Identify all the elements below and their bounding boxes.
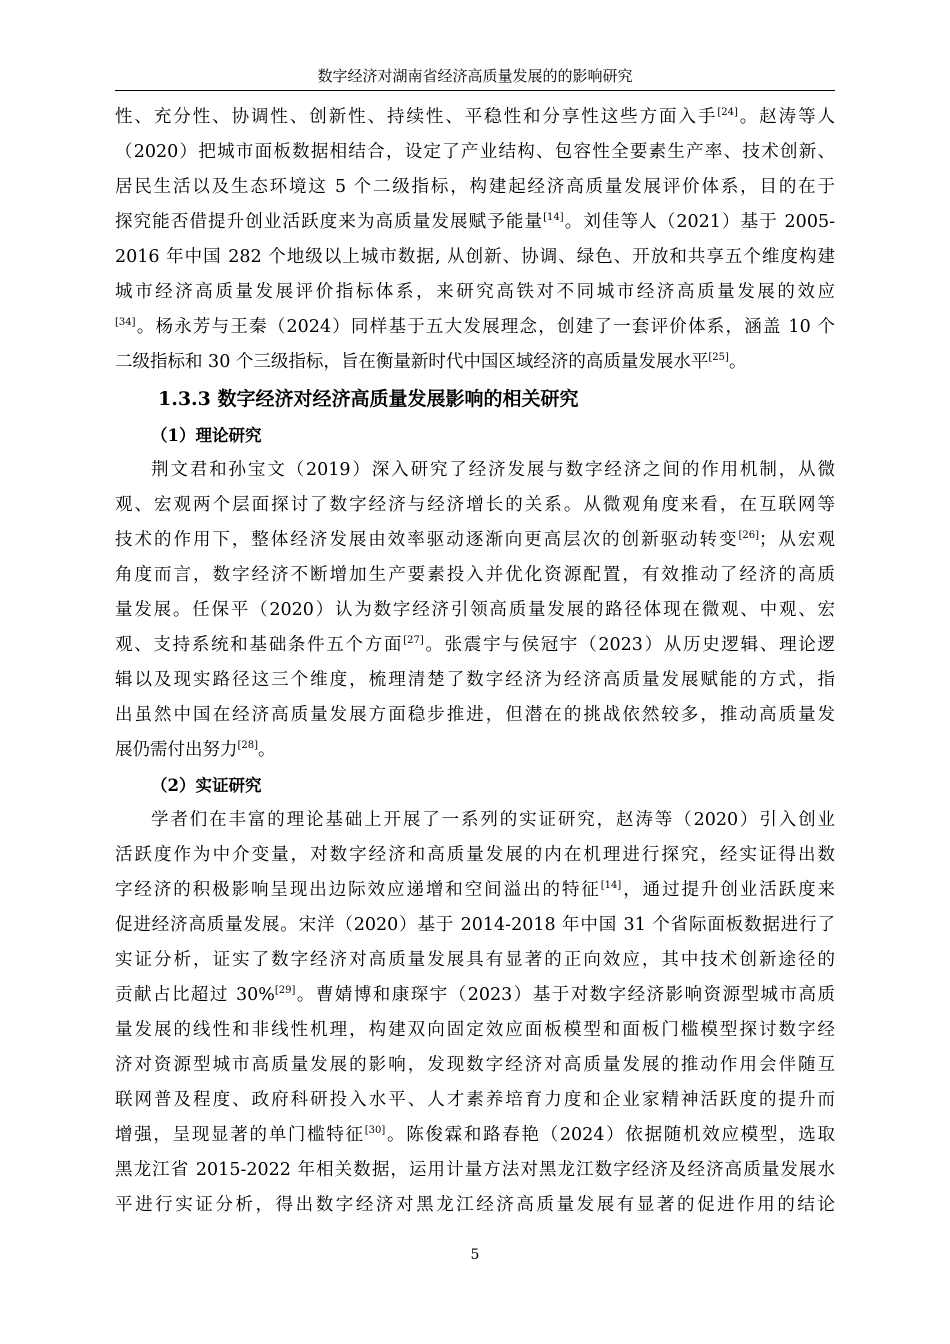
text-line (115, 978, 835, 1013)
body-text (115, 100, 835, 1223)
text-line (115, 1083, 835, 1118)
line-text: 联网普及程度、政府科研投入水平、人才素养培育力度和企业家精神活跃度的提升而 (115, 1090, 835, 1110)
line-text: 活跃度作为中介变量，对数字经济和高质量发展的内在机理进行探究，经实证得出数 (115, 845, 835, 865)
text-line (115, 908, 835, 943)
section-heading (115, 380, 835, 418)
text-line (115, 205, 835, 240)
citation-ref: [28] (237, 740, 259, 751)
line-text: 辑以及现实路径这三个维度，梳理清楚了数字经济为经济高质量发展赋能的方式，指 (115, 670, 835, 690)
citation-ref: [29] (274, 985, 296, 996)
text-line (115, 663, 835, 698)
citation-ref: [27] (403, 635, 424, 646)
header-rule (115, 90, 835, 91)
citation-ref: [34] (115, 317, 136, 328)
line-text: 二级指标和 30 个三级指标，旨在衡量新时代中国区域经济的高质量发展水平 (115, 352, 709, 372)
line-text: 。赵涛等人 (737, 107, 836, 127)
text-line (115, 135, 835, 170)
line-text: 城市经济高质量发展评价指标体系，来研究高铁对不同城市经济高质量发展的效应 (115, 282, 835, 302)
line-text: 。 (258, 740, 276, 760)
line-text: 黑龙江省 2015-2022 年相关数据，运用计量方法对黑龙江数字经济及经济高质量发展水 (115, 1160, 835, 1180)
line-text: 平进行实证分析，得出数字经济对黑龙江经济高质量发展有显著的促进作用的结论 (115, 1195, 835, 1215)
citation-ref: [26] (738, 530, 760, 541)
text-line (115, 310, 835, 345)
citation-ref: [30] (364, 1125, 386, 1136)
text-line (115, 275, 835, 310)
line-text: （2020）把城市面板数据相结合，设定了产业结构、包容性全要素生产率、技术创新、 (115, 142, 835, 162)
citation-ref: [25] (708, 352, 729, 363)
line-text: 2016 年中国 282 个地级以上城市数据, 从创新、协调、绿色、开放和共享五个维度构建 (115, 247, 835, 267)
text-line (115, 488, 835, 523)
text-line (115, 1188, 835, 1223)
text-line (115, 838, 835, 873)
line-text: 。刘佳等人（2021）基于 2005- (563, 212, 835, 232)
text-line (115, 1013, 835, 1048)
subsection-heading (115, 768, 835, 803)
line-text: （1）理论研究 (151, 426, 262, 445)
line-text: 荆文君和孙宝文（2019）深入研究了经济发展与数字经济之间的作用机制，从微 (151, 460, 835, 480)
line-text: 性、充分性、协调性、创新性、持续性、平稳性和分享性这些方面入手 (115, 107, 718, 127)
line-text: 1.3.3 数字经济对经济高质量发展影响的相关研究 (158, 388, 579, 410)
running-header: 数字经济对湖南省经济高质量发展的的影响研究 (317, 67, 633, 85)
text-line (115, 523, 835, 558)
page-number: 5 (470, 1247, 480, 1263)
text-line (115, 873, 835, 908)
line-text: 字经济的积极影响呈现出边际效应递增和空间溢出的特征 (115, 880, 601, 900)
text-line (115, 628, 835, 663)
line-text: 。曹婧博和康琛宇（2023）基于对数字经济影响资源型城市高质 (295, 985, 835, 1005)
citation-ref: [24] (717, 107, 738, 118)
text-line (115, 345, 835, 380)
line-text: 展仍需付出努力 (115, 740, 238, 760)
line-text: 居民生活以及生态环境这 5 个二级指标，构建起经济高质量发展评价体系，目的在于 (115, 177, 835, 197)
text-line (115, 1153, 835, 1188)
line-text: 角度而言，数字经济不断增加生产要素投入并优化资源配置，有效推动了经济的高质 (115, 565, 835, 585)
text-line (115, 240, 835, 275)
text-line (115, 1048, 835, 1083)
line-text: 学者们在丰富的理论基础上开展了一系列的实证研究，赵涛等（2020）引入创业 (151, 810, 835, 830)
line-text: 技术的作用下，整体经济发展由效率驱动逐渐向更高层次的创新驱动转变 (115, 530, 739, 550)
line-text: 量发展的线性和非线性机理，构建双向固定效应面板模型和面板门槛模型探讨数字经 (115, 1020, 835, 1040)
line-text: 出虽然中国在经济高质量发展方面稳步推进，但潜在的挑战依然较多，推动高质量发 (115, 705, 835, 725)
line-text: 观、宏观两个层面探讨了数字经济与经济增长的关系。从微观角度来看，在互联网等 (115, 495, 835, 515)
line-text: 实证分析，证实了数字经济对高质量发展具有显著的正向效应，其中技术创新途径的 (115, 950, 835, 970)
citation-ref: [14] (600, 880, 622, 891)
line-text: 。陈俊霖和路春艳（2024）依据随机效应模型，选取 (385, 1125, 835, 1145)
text-line (115, 733, 835, 768)
line-text: 促进经济高质量发展。宋洋（2020）基于 2014-2018 年中国 31 个省际面板数据进行了 (115, 915, 835, 935)
line-text: 。杨永芳与王秦（2024）同样基于五大发展理念，创建了一套评价体系，涵盖 10 个 (135, 317, 835, 337)
line-text: 探究能否借提升创业活跃度来为高质量发展赋予能量 (115, 212, 544, 232)
text-line (115, 453, 835, 488)
line-text: ；从宏观 (759, 530, 836, 550)
text-line (115, 593, 835, 628)
text-line (115, 100, 835, 135)
text-line (115, 170, 835, 205)
line-text: ，通过提升创业活跃度来 (621, 880, 836, 900)
citation-ref: [14] (543, 212, 564, 223)
text-line (115, 558, 835, 593)
line-text: 增强，呈现显著的单门槛特征 (115, 1125, 365, 1145)
text-line (115, 1118, 835, 1153)
line-text: 。张震宇与侯冠宇（2023）从历史逻辑、理论逻 (423, 635, 835, 655)
subsection-heading (115, 418, 835, 453)
line-text: 观、支持系统和基础条件五个方面 (115, 635, 404, 655)
line-text: 济对资源型城市高质量发展的影响，发现数字经济对高质量发展的推动作用会伴随互 (115, 1055, 835, 1075)
line-text: 量发展。任保平（2020）认为数字经济引领高质量发展的路径体现在微观、中观、宏 (115, 600, 835, 620)
text-line (115, 698, 835, 733)
text-line (115, 943, 835, 978)
line-text: 。 (728, 352, 747, 372)
text-line (115, 803, 835, 838)
line-text: （2）实证研究 (151, 776, 262, 795)
line-text: 贡献占比超过 30% (115, 985, 275, 1005)
